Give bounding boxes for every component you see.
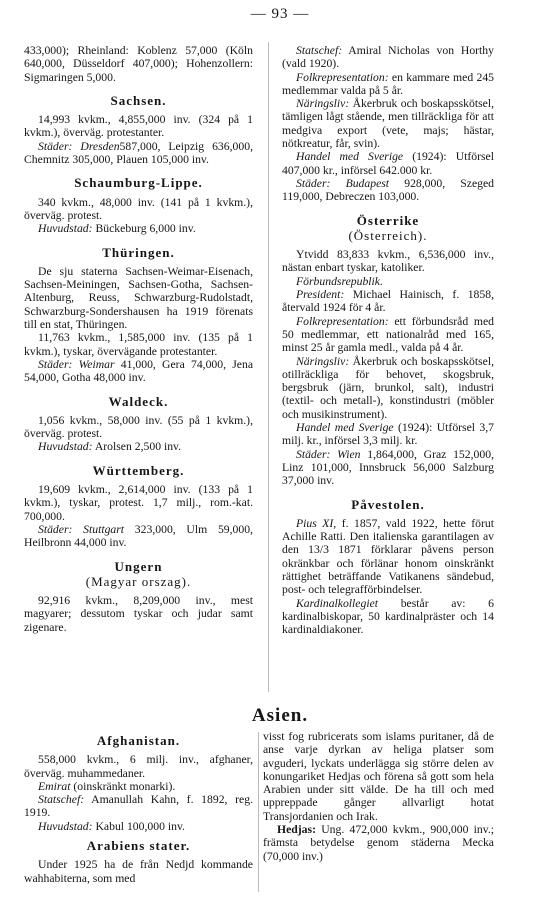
text: består av: 6 kardinalbiskopar, 50 kardinalpräster och 14 kardinaldiakoner.	[282, 596, 495, 637]
heading-arabiens: Arabiens stater.	[86, 838, 191, 854]
label: Städer:	[296, 447, 331, 461]
sachsen-cities	[24, 140, 253, 167]
ungern-stats: 92,916 kvkm., 8,209,000 inv., mest magyarer; dessutom tyskar och judar samt zigenare.	[24, 594, 253, 634]
afghanistan-capital	[24, 820, 253, 833]
ungern-naringsliv	[282, 97, 494, 150]
text: f. 1857, vald 1922, hette förut Achille Ratti. Den italienska garantilagen av den 13/3 1871 förklarar påvens person okränkbar och förlänar honom oinskränkt rättighet beträffande Vatikanens sändebud, post- och telegrafförbindelser.	[282, 516, 495, 597]
label: Handel med Sverige	[296, 421, 394, 435]
city: Wien	[337, 447, 361, 461]
osterrike-cities	[282, 448, 494, 488]
heading-wurttemberg: Württemberg.	[92, 462, 185, 478]
label: Statschef:	[296, 44, 343, 57]
thuringen-intro: De sju staterna Sachsen-Weimar-Eisenach, Sachsen-Meiningen, Sachsen-Gotha, Sachsen-Altenburg, Reuss, Schwarzburg-Rudolstadt, Schwarzburg-Sondershausen ha 1919 förenats till en stat, Thüringen.	[24, 264, 253, 332]
ungern-handel	[282, 150, 494, 177]
sachsen-stats: 14,993 kvkm., 4,855,000 inv. (324 på 1 kvkm.), överväg. protestanter.	[24, 113, 253, 140]
text: Kabul 100,000 inv.	[95, 819, 185, 833]
text: en kammare med 245 medlemmar valda på 5 år.	[282, 70, 495, 97]
name: Pius XI,	[296, 516, 337, 530]
heading-osterrike: Österrike	[356, 212, 420, 228]
thuringen-stats: 11,763 kvkm., 1,585,000 inv. (135 på 1 kvkm.), tyskar, övervägande protestanter.	[24, 331, 253, 358]
label: Folkrepresentation:	[296, 70, 389, 84]
osterrike-president	[282, 288, 494, 315]
ungern-folkrep	[282, 71, 494, 98]
heading-schaumburg: Schaumburg-Lippe.	[74, 175, 203, 191]
text: Michael Hainisch, f. 1858, återvald 1924 för 4 år.	[282, 288, 494, 315]
column-lower-right	[263, 730, 494, 863]
heading-afghanistan: Afghanistan.	[96, 733, 181, 748]
heading-thuringen: Thüringen.	[102, 244, 175, 260]
text: Arolsen 2,500 inv.	[94, 440, 182, 454]
label: Huvudstad:	[38, 819, 93, 833]
column-lower-left	[24, 730, 253, 885]
label: Kardinalkollegiet	[296, 596, 379, 610]
city: Budapest	[345, 176, 390, 190]
label: Städer:	[38, 139, 73, 153]
subheading-ungern: (Magyar orszag).	[85, 573, 192, 589]
ungern-cities	[282, 177, 494, 204]
heading-asien: Asien.	[251, 705, 309, 726]
label: Städer:	[38, 357, 73, 371]
text: Åkerbruk och boskapsskötsel, tämligen lågt stående, men tillräckliga för att medgiva export (vete, majs; hästar, nötkreatur, får, svin).	[282, 97, 494, 151]
text: Åkerbruk och boskapsskötsel, otillräckliga för behovet, skogsbruk, bergsbruk (järn, brunkol, salt), industri (textil- och metall-), konstindustri (möbler och musikinstrument).	[282, 354, 494, 421]
heading-pavestolen: Påvestolen.	[351, 496, 425, 512]
city: Weimar	[78, 357, 115, 371]
text: Ung. 472,000 kvkm., 900,000 inv.; främsta betydelse genom städerna Mecka (70,000 inv.)	[263, 823, 494, 863]
text: (1924): Utförsel 407,000 kr., införsel 642.000 kr.	[282, 150, 494, 177]
heading-waldeck: Waldeck.	[108, 393, 169, 409]
text: (oinskränkt monarki).	[73, 779, 176, 793]
label: Folkrepresentation:	[296, 314, 389, 328]
label: Statschef:	[38, 793, 85, 807]
text: 1,864,000, Graz 152,000, Linz 101,000, Innsbruck 56,000 Salzburg 37,000 inv.	[282, 447, 494, 488]
label: President:	[296, 288, 345, 302]
label: Hedjas:	[277, 823, 316, 837]
text: 928,000, Szeged 119,000, Debreczen 103,000.	[282, 176, 495, 204]
label: Städer:	[296, 176, 331, 190]
thuringen-cities	[24, 358, 253, 385]
hedjas-stats	[263, 823, 494, 863]
text: Amanullah Kahn, f. 1892, reg. 1919.	[24, 793, 254, 820]
waldeck-capital	[24, 440, 253, 453]
label: Handel med Sverige	[296, 150, 404, 164]
waldeck-stats: 1,056 kvkm., 58,000 inv. (55 på 1 kvkm.), överväg. protest.	[24, 413, 253, 441]
text: 323,000, Ulm 59,000, Heilbronn 44,000 inv.	[24, 522, 254, 550]
osterrike-stats: Ytvidd 83,833 kvkm., 6,536,000 inv., nästan enbart tyskar, katoliker.	[282, 248, 494, 275]
ungern-statschef	[282, 44, 494, 71]
column-divider-lower	[258, 732, 259, 892]
city: Dresden	[80, 139, 120, 153]
schaumburg-stats: 340 kvkm., 48,000 inv. (141 på 1 kvkm.), överväg. protest.	[24, 195, 253, 222]
schaumburg-capital	[24, 222, 253, 235]
page-number: — 93 —	[250, 6, 310, 22]
osterrike-naringsliv	[282, 355, 494, 421]
text: 587,000, Leipzig 636,000, Chemnitz 305,000, Plauen 105,000 inv.	[24, 139, 253, 167]
column-right	[282, 44, 494, 636]
column-divider	[268, 42, 269, 692]
label: Näringsliv:	[296, 97, 350, 111]
pavestolen-pope	[282, 517, 494, 597]
city: Stuttgart	[83, 522, 125, 536]
text: (1924): Utförsel 3,7 milj. kr., införsel 3,3 milj. kr.	[282, 421, 494, 448]
afghanistan-emirat	[24, 780, 253, 793]
heading-ungern: Ungern	[114, 558, 163, 574]
intro-paragraph: 433,000); Rheinland: Koblenz 57,000 (Köln 640,000, Düsseldorf 407,000); Hohenzollern: Sigmaringen 5,000.	[24, 44, 253, 84]
text: ett förbundsråd med 50 medlemmar, ett nationalråd med 165, minst 25 år gamla medl., valda på 4 år.	[282, 314, 494, 355]
label: Emirat	[38, 779, 71, 793]
afghanistan-statschef	[24, 793, 253, 820]
subheading-osterrike: (Österreich).	[348, 227, 428, 243]
label: Näringsliv:	[296, 354, 350, 368]
text: Bückeburg 6,000 inv.	[95, 222, 196, 236]
arabiens-text: Under 1925 ha de från Nedjd kommande wahhabiterna, som med	[24, 858, 253, 885]
osterrike-handel	[282, 421, 494, 448]
wurttemberg-stats: 19,609 kvkm., 2,614,000 inv. (133 på 1 kvkm.), tyskar, protest. 1,7 milj., rom.-kat. 700,000.	[24, 483, 253, 523]
wurttemberg-cities	[24, 523, 253, 550]
afghanistan-stats: 558,000 kvkm., 6 milj. inv., afghaner, överväg. muhammedaner.	[24, 753, 253, 780]
text: 41,000, Gera 74,000, Jena 54,000, Gotha 48,000 inv.	[24, 357, 254, 385]
heading-sachsen: Sachsen.	[110, 92, 167, 108]
label: Huvudstad:	[38, 440, 93, 454]
column-left	[24, 44, 253, 634]
arabiens-continued: visst fog rubricerats som islams puritaner, då de anse varje dyrkan av heliga platser som avguderi, lyckats underlägga sig större delen av konungariket Hedjas och förena så gott som hela Arabien under sitt välde. De ha till och med uppreppade gånger allvarligt hotat Transjordanien och Irak.	[263, 730, 494, 823]
osterrike-folkrep	[282, 315, 494, 355]
osterrike-form: Förbundsrepublik.	[296, 274, 383, 288]
text: Amiral Nicholas von Horthy (vald 1920).	[282, 44, 494, 71]
label: Städer:	[38, 522, 73, 536]
pavestolen-kardinal	[282, 597, 494, 637]
label: Huvudstad:	[38, 222, 93, 236]
